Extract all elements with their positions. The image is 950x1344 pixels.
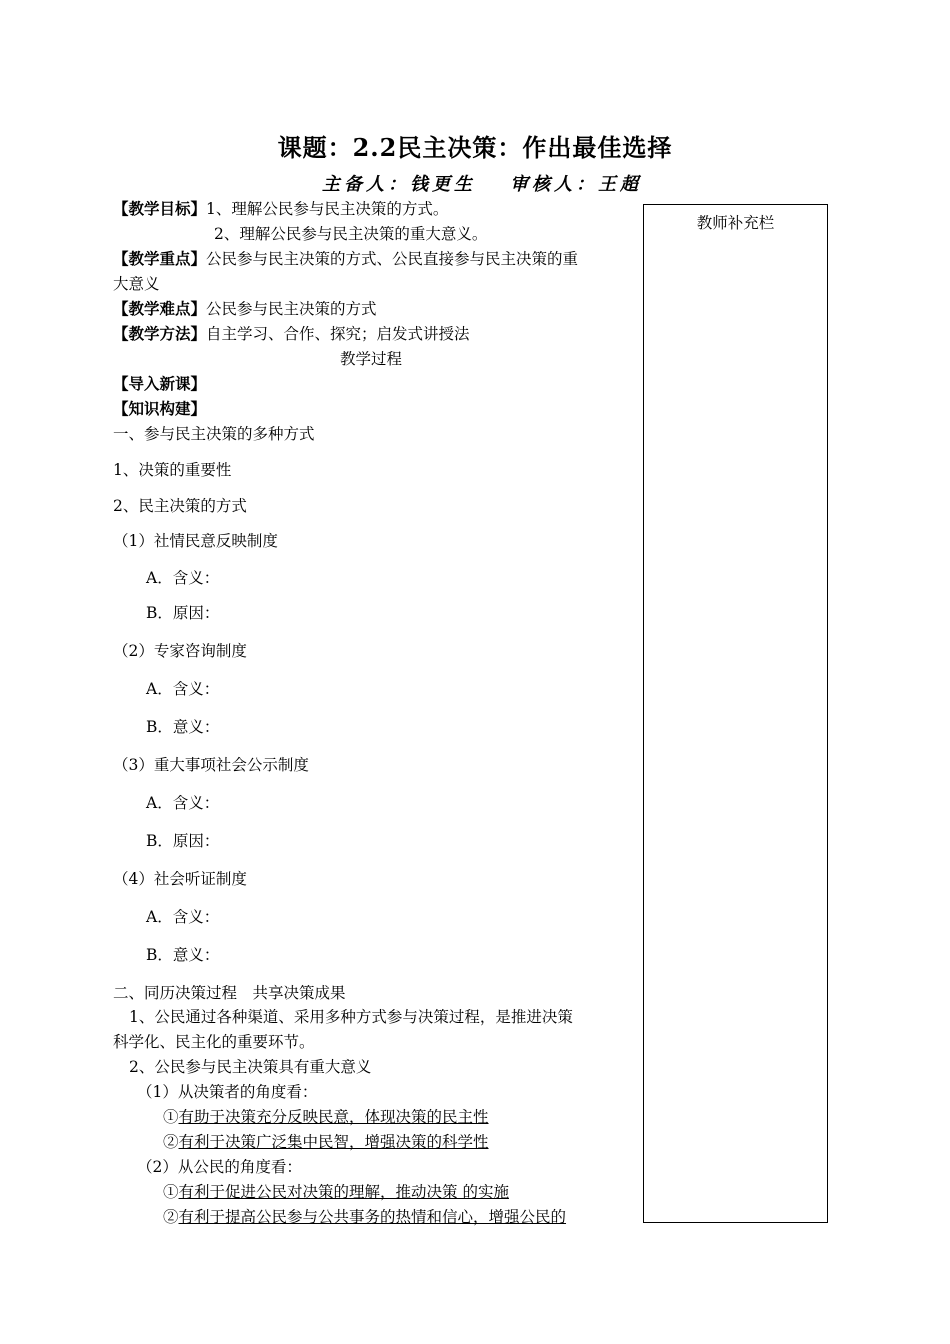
citizen-heading: （2）从公民的角度看： [137,1158,302,1176]
section1-heading: 一、参与民主决策的多种方式 [113,425,315,443]
key-points-text: 公民参与民主决策的方式、公民直接参与民主决策的重 [206,250,579,268]
difficulties-text: 公民参与民主决策的方式 [206,300,377,318]
process-title: 教学过程 [340,350,403,368]
document-title: 课题：2.2民主决策：作出最佳选择 [277,133,673,162]
methods-text: 自主学习、合作、探究；启发式讲授法 [206,325,470,343]
objective-1: 1、理解公民参与民主决策的方式。 [206,200,449,218]
teacher-notes-label: 教师补充栏 [696,214,775,232]
reviewer: 审核人：王超 [510,174,642,195]
system-4-title: （4）社会听证制度 [113,870,247,888]
teacher-notes-box [643,204,828,1223]
item-text: 有利于提高公民参与公共事务的热情和信心，增强公民的 [178,1208,567,1226]
decision-maker-heading: （1）从决策者的角度看： [137,1083,318,1101]
system-3-reason: B．原因： [146,832,220,850]
knowledge-heading: 【知识构建】 [113,399,207,418]
objectives-heading: 【教学目标】 [113,199,207,218]
methods-line [113,322,470,344]
system-2-title: （2）专家咨询制度 [113,642,247,660]
preparer: 主备人：钱更生 [322,174,476,195]
item-number: ② [163,1133,179,1151]
key-points-heading: 【教学重点】 [113,249,207,268]
item-number: ① [163,1183,179,1201]
system-4-significance: B．意义： [146,946,220,964]
section2-heading: 二、同历决策过程 共享决策成果 [113,984,346,1002]
section1-p1: 1、决策的重要性 [113,461,232,479]
decision-maker-item-1 [163,1105,489,1127]
item-text: 有利于促进公民对决策的理解，推动决策 的实施 [178,1183,509,1201]
section2-p1-line1: 1、公民通过各种渠道、采用多种方式参与决策过程，是推进决策 [129,1008,573,1026]
decision-maker-item-2 [163,1130,489,1152]
section1-p2: 2、民主决策的方式 [113,497,247,515]
author-line [322,170,642,196]
system-1-reason: B．原因： [146,604,220,622]
item-text: 有利于决策广泛集中民智，增强决策的科学性 [178,1133,489,1151]
section2-p1-line2: 科学化、民主化的重要环节。 [113,1033,315,1051]
objectives-line-1 [113,197,448,219]
system-2-significance: B．意义： [146,718,220,736]
system-3-meaning: A．含义： [146,794,220,812]
system-1-title: （1）社情民意反映制度 [113,532,278,550]
system-2-meaning: A．含义： [146,680,220,698]
difficulties-heading: 【教学难点】 [113,299,207,318]
key-points-line-2: 大意义 [113,275,160,293]
system-3-title: （3）重大事项社会公示制度 [113,756,309,774]
item-number: ② [163,1208,179,1226]
intro-heading: 【导入新课】 [113,374,207,393]
system-1-meaning: A．含义： [146,569,220,587]
objective-2: 2、理解公民参与民主决策的重大意义。 [214,225,488,243]
citizen-item-2 [163,1205,566,1227]
item-number: ① [163,1108,179,1126]
item-text: 有助于决策充分反映民意，体现决策的民主性 [178,1108,489,1126]
system-4-meaning: A．含义： [146,908,220,926]
key-points-line-1 [113,247,578,269]
citizen-item-1 [163,1180,509,1202]
section2-p2: 2、公民参与民主决策具有重大意义 [129,1058,372,1076]
difficulties-line [113,297,377,319]
methods-heading: 【教学方法】 [113,324,207,343]
